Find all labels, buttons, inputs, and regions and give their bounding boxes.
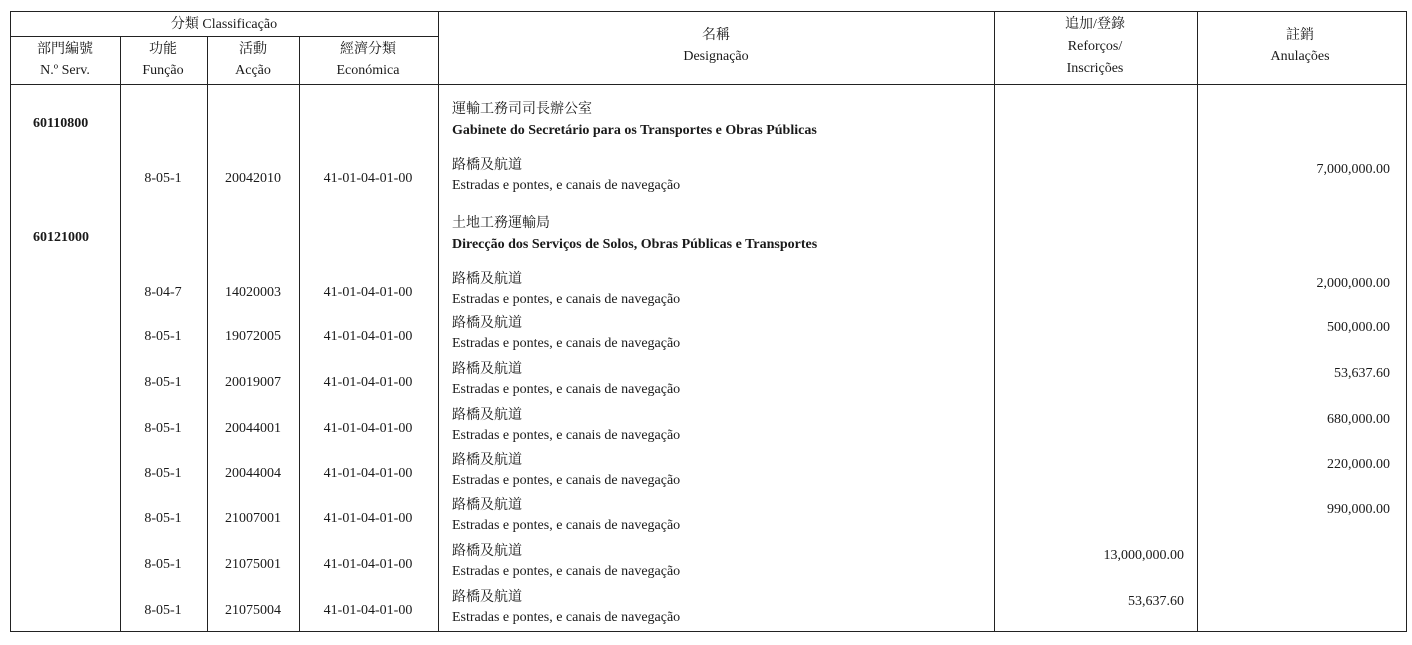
header-economic-zh: 經濟分類	[340, 42, 396, 57]
economic-code: 41-01-04-01-00	[323, 603, 413, 618]
item-name-pt: Estradas e pontes, e canais de navegação	[452, 336, 681, 351]
header-designation-zh: 名稱	[702, 28, 730, 43]
item-name-pt: Estradas e pontes, e canais de navegação	[452, 178, 681, 193]
function-code: 8-05-1	[144, 375, 182, 390]
header-economic-pt: Económica	[336, 63, 400, 78]
economic-code: 41-01-04-01-00	[323, 171, 413, 186]
function-code: 8-05-1	[144, 171, 182, 186]
economic-code: 41-01-04-01-00	[323, 557, 413, 572]
economic-code: 41-01-04-01-00	[323, 466, 413, 481]
header-dept-pt: N.º Serv.	[40, 63, 90, 78]
dept-name-pt: Direcção dos Serviços de Solos, Obras Públicas e Transportes	[452, 237, 818, 252]
economic-code: 41-01-04-01-00	[323, 375, 413, 390]
cancellation-amount: 2,000,000.00	[1316, 276, 1390, 291]
activity-code: 21075004	[225, 603, 281, 618]
item-name-zh: 路橋及航道	[452, 498, 522, 513]
function-code: 8-05-1	[144, 466, 182, 481]
col-line-7	[1406, 11, 1407, 632]
activity-code: 21075001	[225, 557, 281, 572]
item-name-zh: 路橋及航道	[452, 316, 522, 331]
header-classification: 分類 Classificação	[170, 17, 278, 32]
activity-code: 14020003	[225, 285, 281, 300]
item-name-pt: Estradas e pontes, e canais de navegação	[452, 292, 681, 307]
cancellation-amount: 7,000,000.00	[1316, 162, 1390, 177]
dept-name-zh: 土地工務運輸局	[452, 216, 550, 231]
economic-code: 41-01-04-01-00	[323, 285, 413, 300]
cancellation-amount: 500,000.00	[1327, 320, 1390, 335]
item-name-zh: 路橋及航道	[452, 158, 522, 173]
col-line-1	[120, 36, 121, 632]
item-name-zh: 路橋及航道	[452, 590, 522, 605]
economic-code: 41-01-04-01-00	[323, 421, 413, 436]
header-reinforcements-pt1: Reforços/	[1067, 39, 1123, 54]
col-line-3	[299, 36, 300, 632]
header-designation-pt: Designação	[683, 49, 749, 64]
cancellation-amount: 990,000.00	[1327, 502, 1390, 517]
activity-code: 20044001	[225, 421, 281, 436]
dept-code: 60121000	[33, 230, 89, 245]
col-line-2	[207, 36, 208, 632]
item-name-pt: Estradas e pontes, e canais de navegação	[452, 518, 681, 533]
header-reinforcements-pt2: Inscrições	[1066, 61, 1124, 76]
col-line-5	[994, 11, 995, 632]
classification-subrule	[10, 36, 438, 37]
header-function-zh: 功能	[149, 42, 177, 57]
cancellation-amount: 680,000.00	[1327, 412, 1390, 427]
function-code: 8-05-1	[144, 421, 182, 436]
header-cancellations-zh: 註銷	[1286, 28, 1314, 43]
economic-code: 41-01-04-01-00	[323, 511, 413, 526]
function-code: 8-05-1	[144, 511, 182, 526]
dept-name-zh: 運輸工務司司長辦公室	[452, 102, 592, 117]
col-line-0	[10, 11, 11, 632]
function-code: 8-04-7	[144, 285, 182, 300]
dept-name-pt: Gabinete do Secretário para os Transportes e Obras Públicas	[452, 123, 817, 138]
activity-code: 20044004	[225, 466, 281, 481]
activity-code: 21007001	[225, 511, 281, 526]
item-name-pt: Estradas e pontes, e canais de navegação	[452, 428, 681, 443]
header-dept-zh: 部門編號	[37, 42, 93, 57]
item-name-zh: 路橋及航道	[452, 544, 522, 559]
header-cancellations-pt: Anulações	[1270, 49, 1330, 64]
header-activity-zh: 活動	[239, 42, 267, 57]
col-line-6	[1197, 11, 1198, 632]
item-name-pt: Estradas e pontes, e canais de navegação	[452, 610, 681, 625]
item-name-zh: 路橋及航道	[452, 362, 522, 377]
item-name-zh: 路橋及航道	[452, 453, 522, 468]
function-code: 8-05-1	[144, 603, 182, 618]
header-activity-pt: Acção	[235, 63, 271, 78]
item-name-pt: Estradas e pontes, e canais de navegação	[452, 564, 681, 579]
activity-code: 20019007	[225, 375, 281, 390]
col-line-4	[438, 11, 439, 632]
header-function-pt: Função	[142, 63, 184, 78]
header-reinforcements-zh: 追加/登錄	[1065, 17, 1125, 32]
cancellation-amount: 53,637.60	[1334, 366, 1390, 381]
economic-code: 41-01-04-01-00	[323, 329, 413, 344]
activity-code: 19072005	[225, 329, 281, 344]
item-name-pt: Estradas e pontes, e canais de navegação	[452, 473, 681, 488]
function-code: 8-05-1	[144, 329, 182, 344]
reinforcement-amount: 13,000,000.00	[1103, 548, 1184, 563]
activity-code: 20042010	[225, 171, 281, 186]
reinforcement-amount: 53,637.60	[1128, 594, 1184, 609]
item-name-pt: Estradas e pontes, e canais de navegação	[452, 382, 681, 397]
item-name-zh: 路橋及航道	[452, 272, 522, 287]
item-name-zh: 路橋及航道	[452, 408, 522, 423]
dept-code: 60110800	[33, 116, 89, 131]
function-code: 8-05-1	[144, 557, 182, 572]
cancellation-amount: 220,000.00	[1327, 457, 1390, 472]
